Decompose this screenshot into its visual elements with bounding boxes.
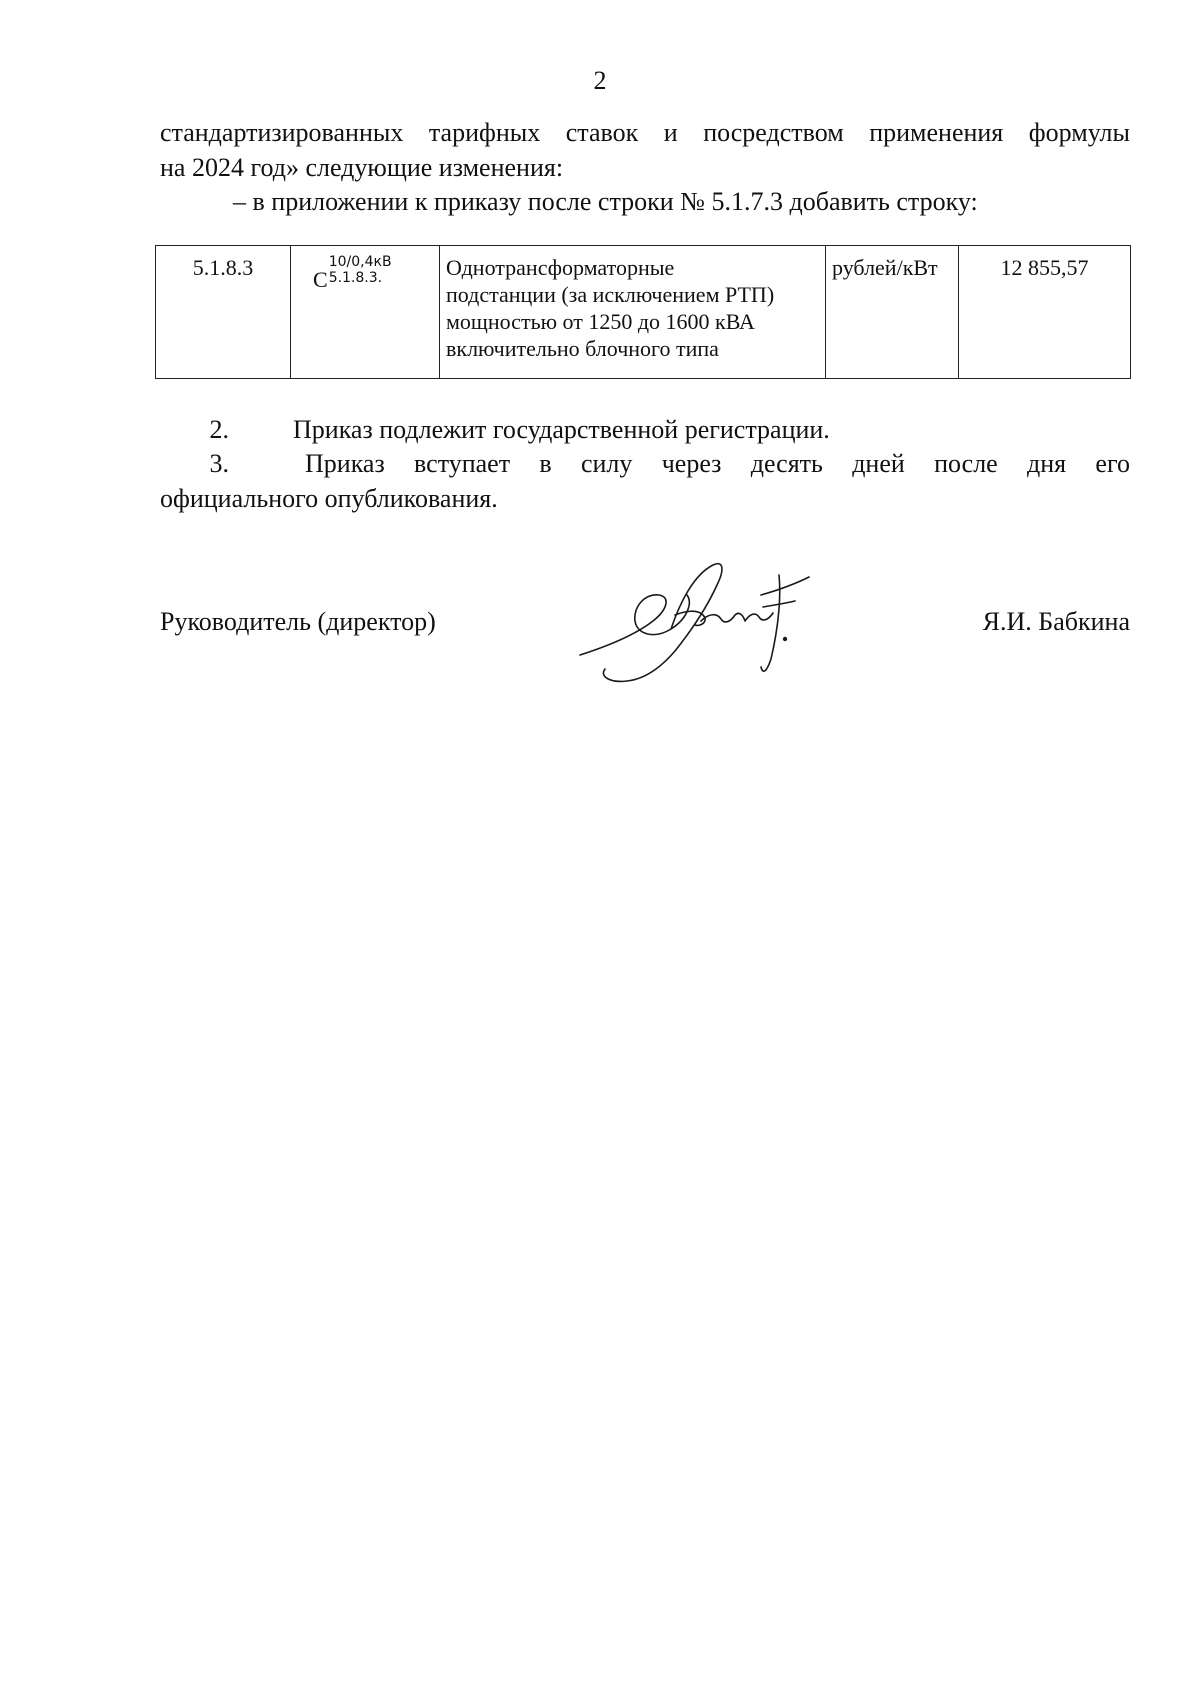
paragraph-line-3: – в приложении к приказу после строки № 5.1.7.3 добавить строку:	[233, 187, 978, 216]
page-number: 2	[593, 66, 607, 95]
list-item-text: Приказ подлежит государственной регистрации.	[293, 415, 830, 444]
word: через	[661, 449, 722, 478]
signature-icon	[575, 555, 835, 685]
signer-title: Руководитель (директор)	[160, 607, 436, 636]
list-item-2	[160, 412, 1130, 447]
word: после	[934, 449, 998, 478]
rate-symbol-superscript: 10/0,4кВ	[328, 254, 392, 270]
unit-cell: рублей/кВт	[826, 246, 959, 379]
list-item-3	[160, 446, 1130, 516]
list-item-text-continued: официального опубликования.	[160, 484, 498, 513]
description-line: подстанции (за исключением РТП)	[446, 282, 775, 307]
word: Приказ	[305, 449, 385, 478]
word: вступает	[414, 449, 511, 478]
list-item-text	[305, 446, 1130, 481]
rate-symbol-cell	[291, 246, 440, 379]
table-row	[156, 246, 1131, 379]
list-item-number: 3.	[209, 449, 229, 478]
description-line: Однотрансформаторные	[446, 255, 675, 280]
value-cell: 12 855,57	[959, 246, 1131, 379]
description-line: мощностью от 1250 до 1600 кВА	[446, 309, 755, 334]
word: в	[539, 449, 552, 478]
signer-name: Я.И. Бабкина	[982, 607, 1130, 636]
row-number-cell: 5.1.8.3	[156, 246, 291, 379]
list-item-number: 2.	[209, 415, 229, 444]
rate-symbol-indices	[329, 254, 392, 286]
paragraph-line-1: стандартизированных тарифных ставок и посредством применения формулы	[160, 118, 1130, 147]
rate-symbol-subscript: 5.1.8.3.	[328, 270, 383, 286]
description-line: включительно блочного типа	[446, 336, 719, 361]
paragraph-line-2: на 2024 год» следующие изменения:	[160, 153, 564, 182]
word: силу	[580, 449, 633, 478]
rate-symbol-base: С	[313, 267, 328, 292]
description-cell	[440, 246, 826, 379]
word: дня	[1027, 449, 1067, 478]
tariff-table	[155, 245, 1131, 379]
word: десять	[750, 449, 823, 478]
word: дней	[852, 449, 905, 478]
word: его	[1095, 449, 1130, 478]
